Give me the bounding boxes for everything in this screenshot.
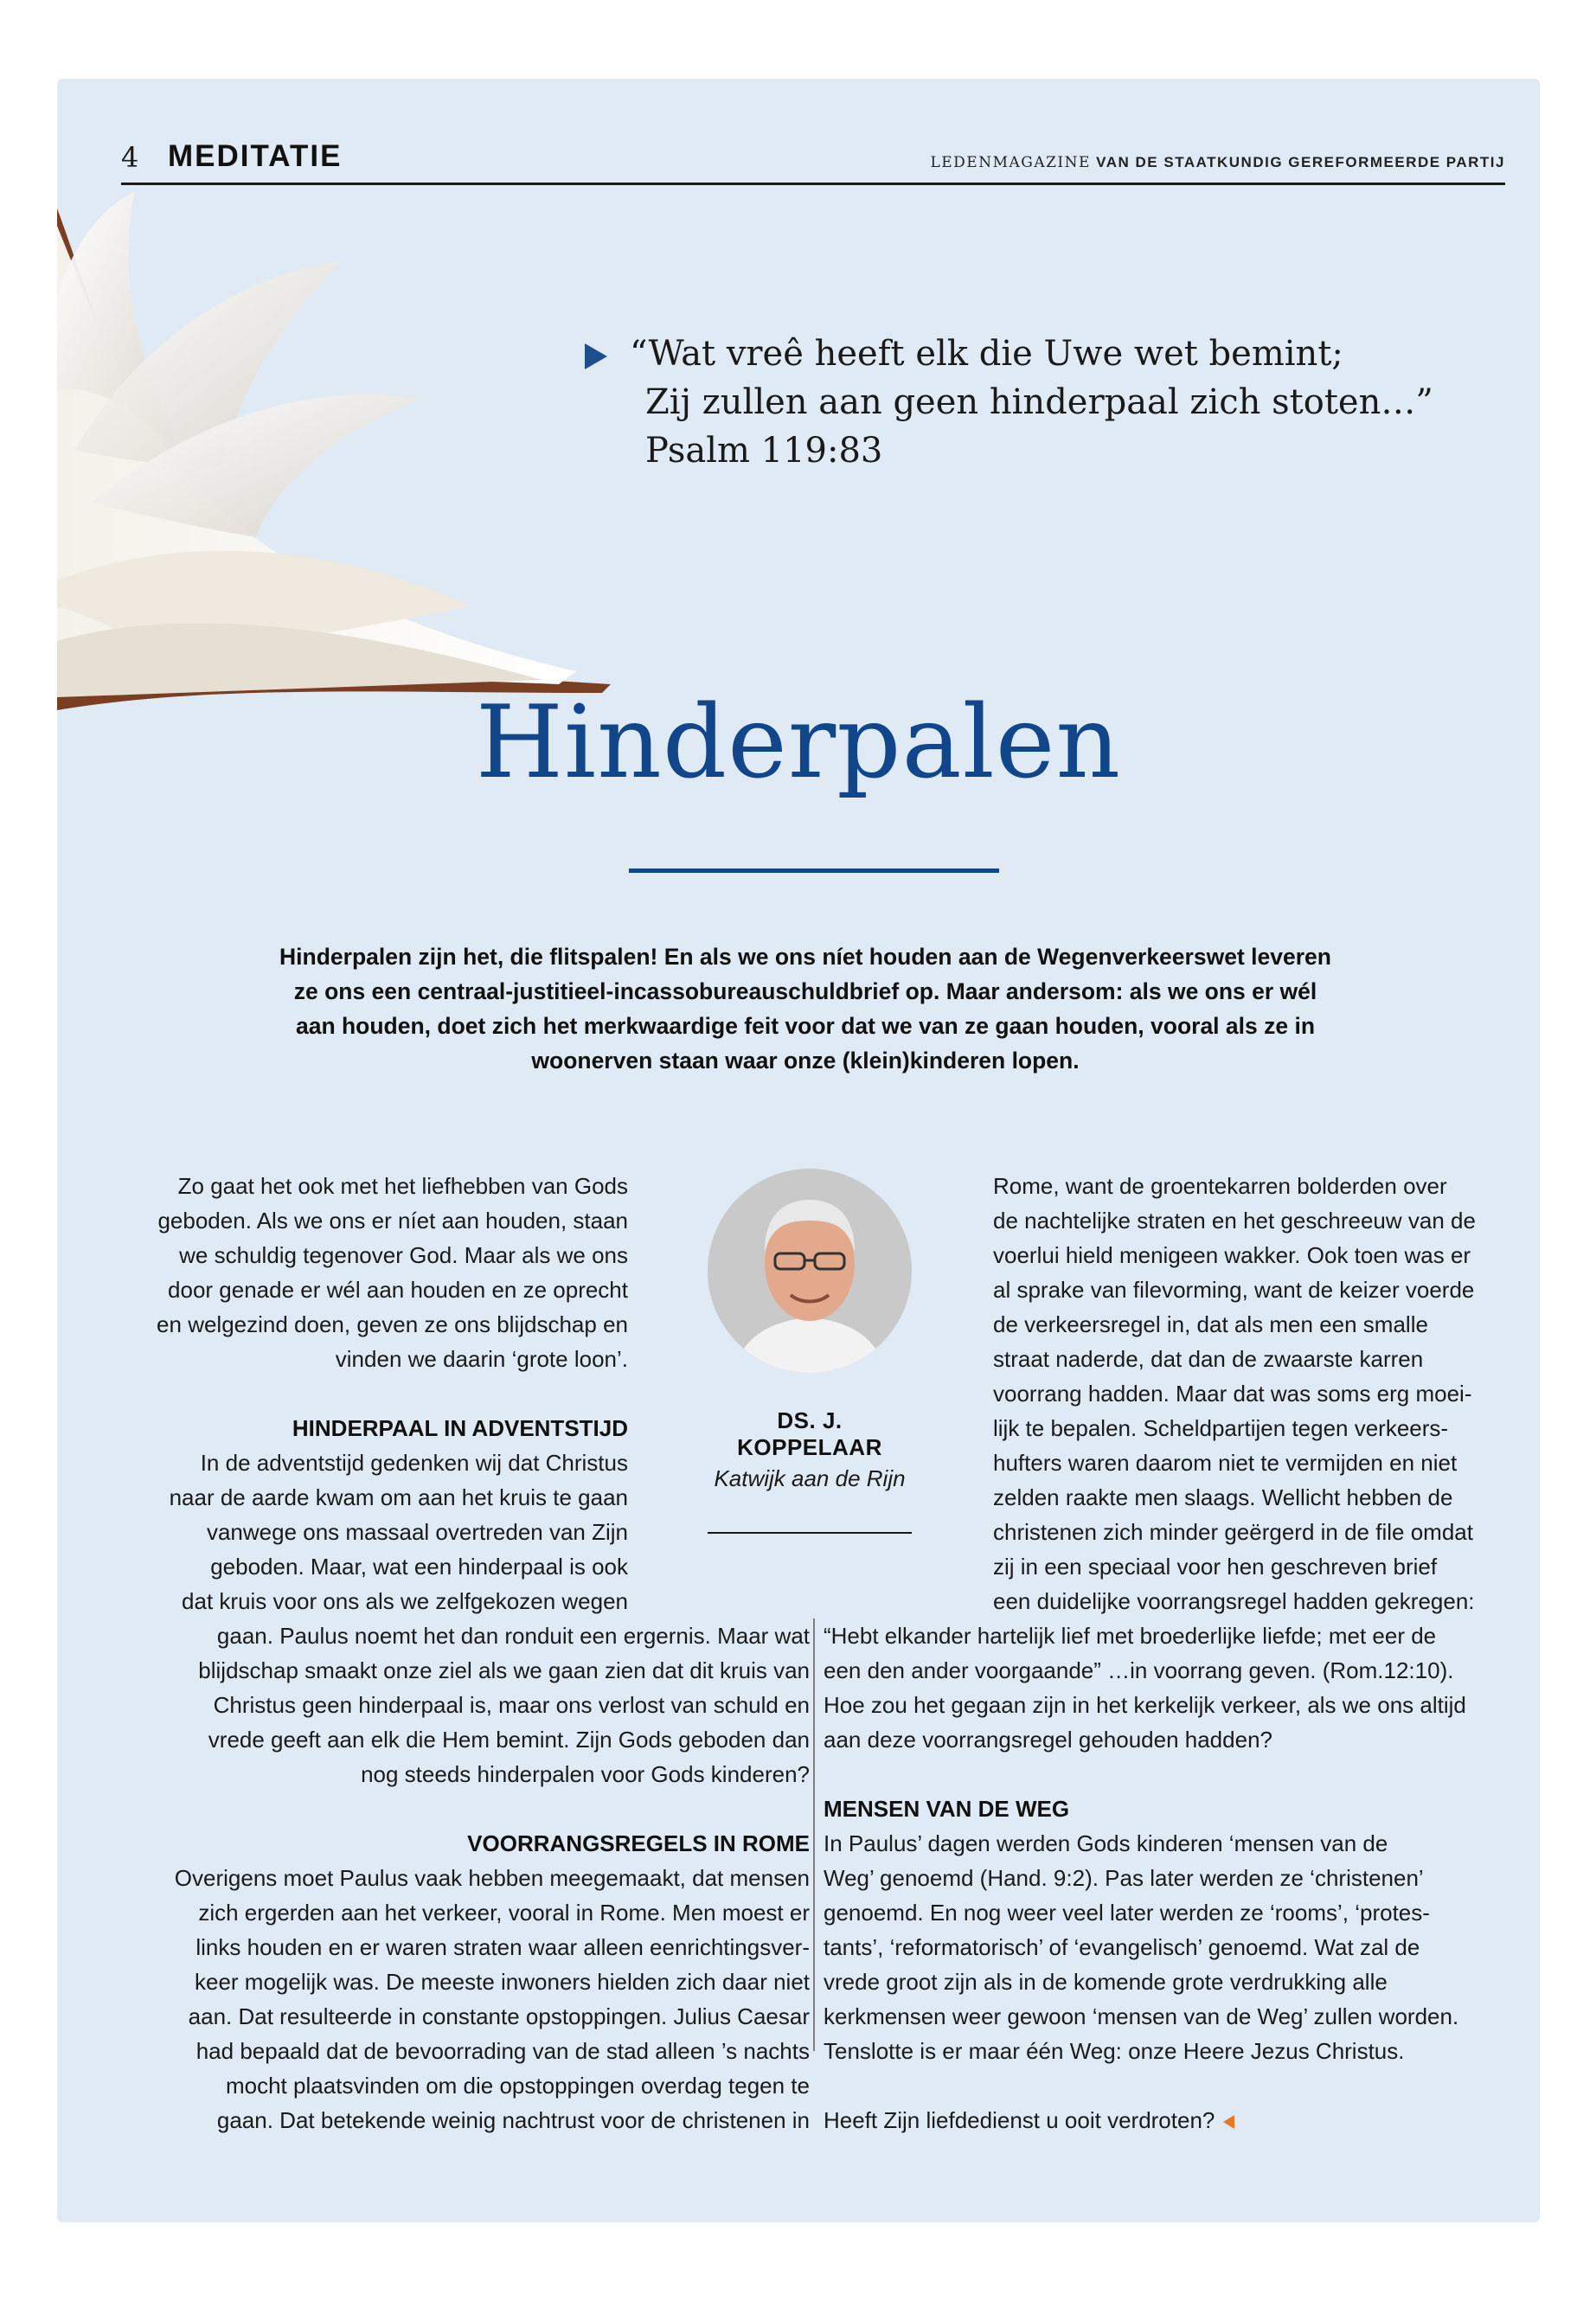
page-number: 4 [121, 141, 139, 174]
text-line: Zo gaat het ook met het liefhebben van Gods [177, 1173, 628, 1199]
title-underline [629, 868, 999, 873]
text-line: Weg’ genoemd (Hand. 9:2). Pas later werden ze ‘christenen’ [824, 1865, 1424, 1891]
closing-question: Heeft Zijn liefdedienst u ooit verdroten? [824, 2107, 1215, 2133]
text-line: de verkeersregel in, dat als men een smalle [993, 1311, 1428, 1337]
text-line: al sprake van filevorming, want de keizer voerde [993, 1277, 1475, 1303]
open-book-image [57, 174, 611, 710]
spacer [126, 1376, 628, 1411]
text-line: de nachtelijke straten en het geschreeuw van de [993, 1208, 1476, 1234]
text-line: zich ergerden aan het verkeer, vooral in Rome. Men moest er [198, 1900, 810, 1926]
text-line: gaan. Paulus noemt het dan ronduit een ergernis. Maar wat [216, 1623, 810, 1649]
column-3-top [993, 1169, 1540, 1618]
text-line: vrede geeft aan elk die Hem bemint. Zijn Gods geboden dan [208, 1727, 810, 1753]
text-line: we schuldig tegenover God. Maar als we ons [179, 1242, 628, 1268]
closing-line [824, 2103, 1516, 2138]
magazine-suffix: VAN DE STAATKUNDIG GEREFORMEERDE PARTIJ [1096, 154, 1505, 170]
text-line: In Paulus’ dagen werden Gods kinderen ‘mensen van de [824, 1830, 1388, 1856]
text-line: “Hebt elkander hartelijk lief met broederlijke liefde; met eer de [824, 1623, 1437, 1649]
text-line: aan deze voorrangsregel gehouden hadden? [824, 1727, 1272, 1753]
text-line: Christus geen hinderpaal is, maar ons verlost van schuld en [213, 1692, 810, 1718]
text-line: dat kruis voor ons als we zelfgekozen wegen [182, 1588, 628, 1614]
text-line: vanwege ons massaal overtreden van Zijn [206, 1519, 628, 1545]
text-line: mocht plaatsvinden om die opstoppingen overdag tegen te [225, 2073, 810, 2099]
text-line: en welgezind doen, geven ze ons blijdschap en [157, 1311, 628, 1337]
text-line: geboden. Maar, wat een hinderpaal is ook [210, 1554, 628, 1580]
quote-line-1: “Wat vreê heeft elk die Uwe wet bemint; [630, 334, 1343, 374]
text-line: zij in een speciaal voor hen geschreven brief [993, 1554, 1438, 1580]
spacer [126, 1791, 810, 1826]
text-line: Tenslotte is er maar één Weg: onze Heere Jezus Christus. [824, 2038, 1405, 2064]
text-line: Hoe zou het gegaan zijn in het kerkelijk verkeer, als we ons altijd [824, 1692, 1466, 1718]
subheading-advent: HINDERPAAL IN ADVENTSTIJD [292, 1415, 628, 1441]
text-line: Rome, want de groentekarren bolderden over [993, 1173, 1447, 1199]
quote-marker-icon [585, 343, 607, 369]
magazine-name [930, 154, 1505, 171]
text-line: zelden raakte men slaags. Wellicht hebben de [993, 1484, 1453, 1510]
text-line: hufters waren daarom niet te vermijden en niet [993, 1450, 1458, 1476]
text-line: door genade er wél aan houden en ze oprecht [168, 1277, 628, 1303]
text-line: keer mogelijk was. De meeste inwoners hielden zich daar niet [194, 1969, 810, 1995]
column-divider [813, 1618, 815, 2051]
quote-line-2: Zij zullen aan geen hinderpaal zich stoten…” [645, 382, 1433, 422]
text-line: een den ander voorgaande” …in voorrang geven. (Rom.12:10). [824, 1657, 1454, 1683]
text-line: kerkmensen weer gewoon ‘mensen van de Weg’ zullen worden. [824, 2003, 1459, 2029]
subheading-weg: MENSEN VAN DE WEG [824, 1796, 1070, 1822]
column-3-bottom [824, 1618, 1516, 2138]
column-1-top [126, 1169, 628, 1618]
column-1-bottom [126, 1618, 810, 2138]
spacer [824, 2068, 1516, 2103]
text-line: vrede groot zijn als in de komende grote verdrukking alle [824, 1969, 1388, 1995]
lead-paragraph [256, 939, 1355, 1078]
subheading-rome: VOORRANGSREGELS IN ROME [467, 1830, 810, 1856]
author-divider [708, 1532, 912, 1534]
text-line: lijk te bepalen. Scheldpartijen tegen verkeers- [993, 1415, 1449, 1441]
text-line: Overigens moet Paulus vaak hebben meegemaakt, dat mensen [174, 1865, 810, 1891]
article-title: Hinderpalen [475, 684, 1122, 801]
spacer [824, 1757, 1516, 1791]
text-line: geboden. Als we ons er níet aan houden, staan [157, 1208, 628, 1234]
text-line: gaan. Dat betekende weinig nachtrust voor de christenen in [216, 2107, 810, 2133]
text-line: naar de aarde kwam om aan het kruis te gaan [169, 1484, 628, 1510]
author-block [706, 1169, 913, 1534]
page [57, 79, 1540, 2222]
text-line: christenen zich minder geërgerd in de file omdat [993, 1519, 1473, 1545]
text-line: voorrang hadden. Maar dat was soms erg moei- [993, 1381, 1472, 1407]
text-line: tants’, ‘reformatorisch’ of ‘evangelisch’ genoemd. Wat zal de [824, 1934, 1420, 1960]
author-photo [708, 1169, 912, 1373]
text-line: voerlui hield menigeen wakker. Ook toen was er [993, 1242, 1471, 1268]
text-line: nog steeds hinderpalen voor Gods kinderen? [361, 1761, 810, 1787]
text-line: genoemd. En nog weer veel later werden ze ‘rooms’, ‘protes- [824, 1900, 1430, 1926]
text-line: links houden en er waren straten waar alleen eenrichtingsver- [195, 1934, 810, 1960]
author-place: Katwijk aan de Rijn [714, 1465, 906, 1491]
section-title: MEDITATIE [168, 139, 343, 173]
text-line: blijdschap smaakt onze ziel als we gaan zien dat dit kruis van [198, 1657, 810, 1683]
end-marker-icon [1223, 2115, 1234, 2129]
author-portrait-icon [708, 1169, 912, 1373]
text-line: aan. Dat resulteerde in constante opstoppingen. Julius Caesar [188, 2003, 810, 2029]
text-line: een duidelijke voorrangsregel hadden gekregen: [993, 1588, 1475, 1614]
text-line: In de adventstijd gedenken wij dat Christus [200, 1450, 628, 1476]
text-line: straat naderde, dat dan de zwaarste karren [993, 1346, 1424, 1372]
lead-line: aan houden, doet zich het merkwaardige feit voor dat we van ze gaan houden, vooral als ze in [295, 1013, 1316, 1039]
lead-line: Hinderpalen zijn het, die flitspalen! En als we ons níet houden aan de Wegenverkeerswet leveren [279, 944, 1331, 970]
quote-reference: Psalm 119:83 [645, 431, 883, 471]
lead-line: ze ons een centraal-justitieel-incassobureauschuldbrief op. Maar andersom: als we ons er wél [293, 978, 1317, 1004]
text-line: had bepaald dat de bevoorrading van de stad alleen ’s nachts [195, 2038, 810, 2064]
text-line: vinden we daarin ‘grote loon’. [335, 1346, 628, 1372]
author-name: DS. J. KOPPELAAR [737, 1407, 882, 1460]
magazine-prefix: LEDENMAGAZINE [930, 154, 1091, 171]
lead-line: woonerven staan waar onze (klein)kinderen lopen. [531, 1048, 1080, 1074]
